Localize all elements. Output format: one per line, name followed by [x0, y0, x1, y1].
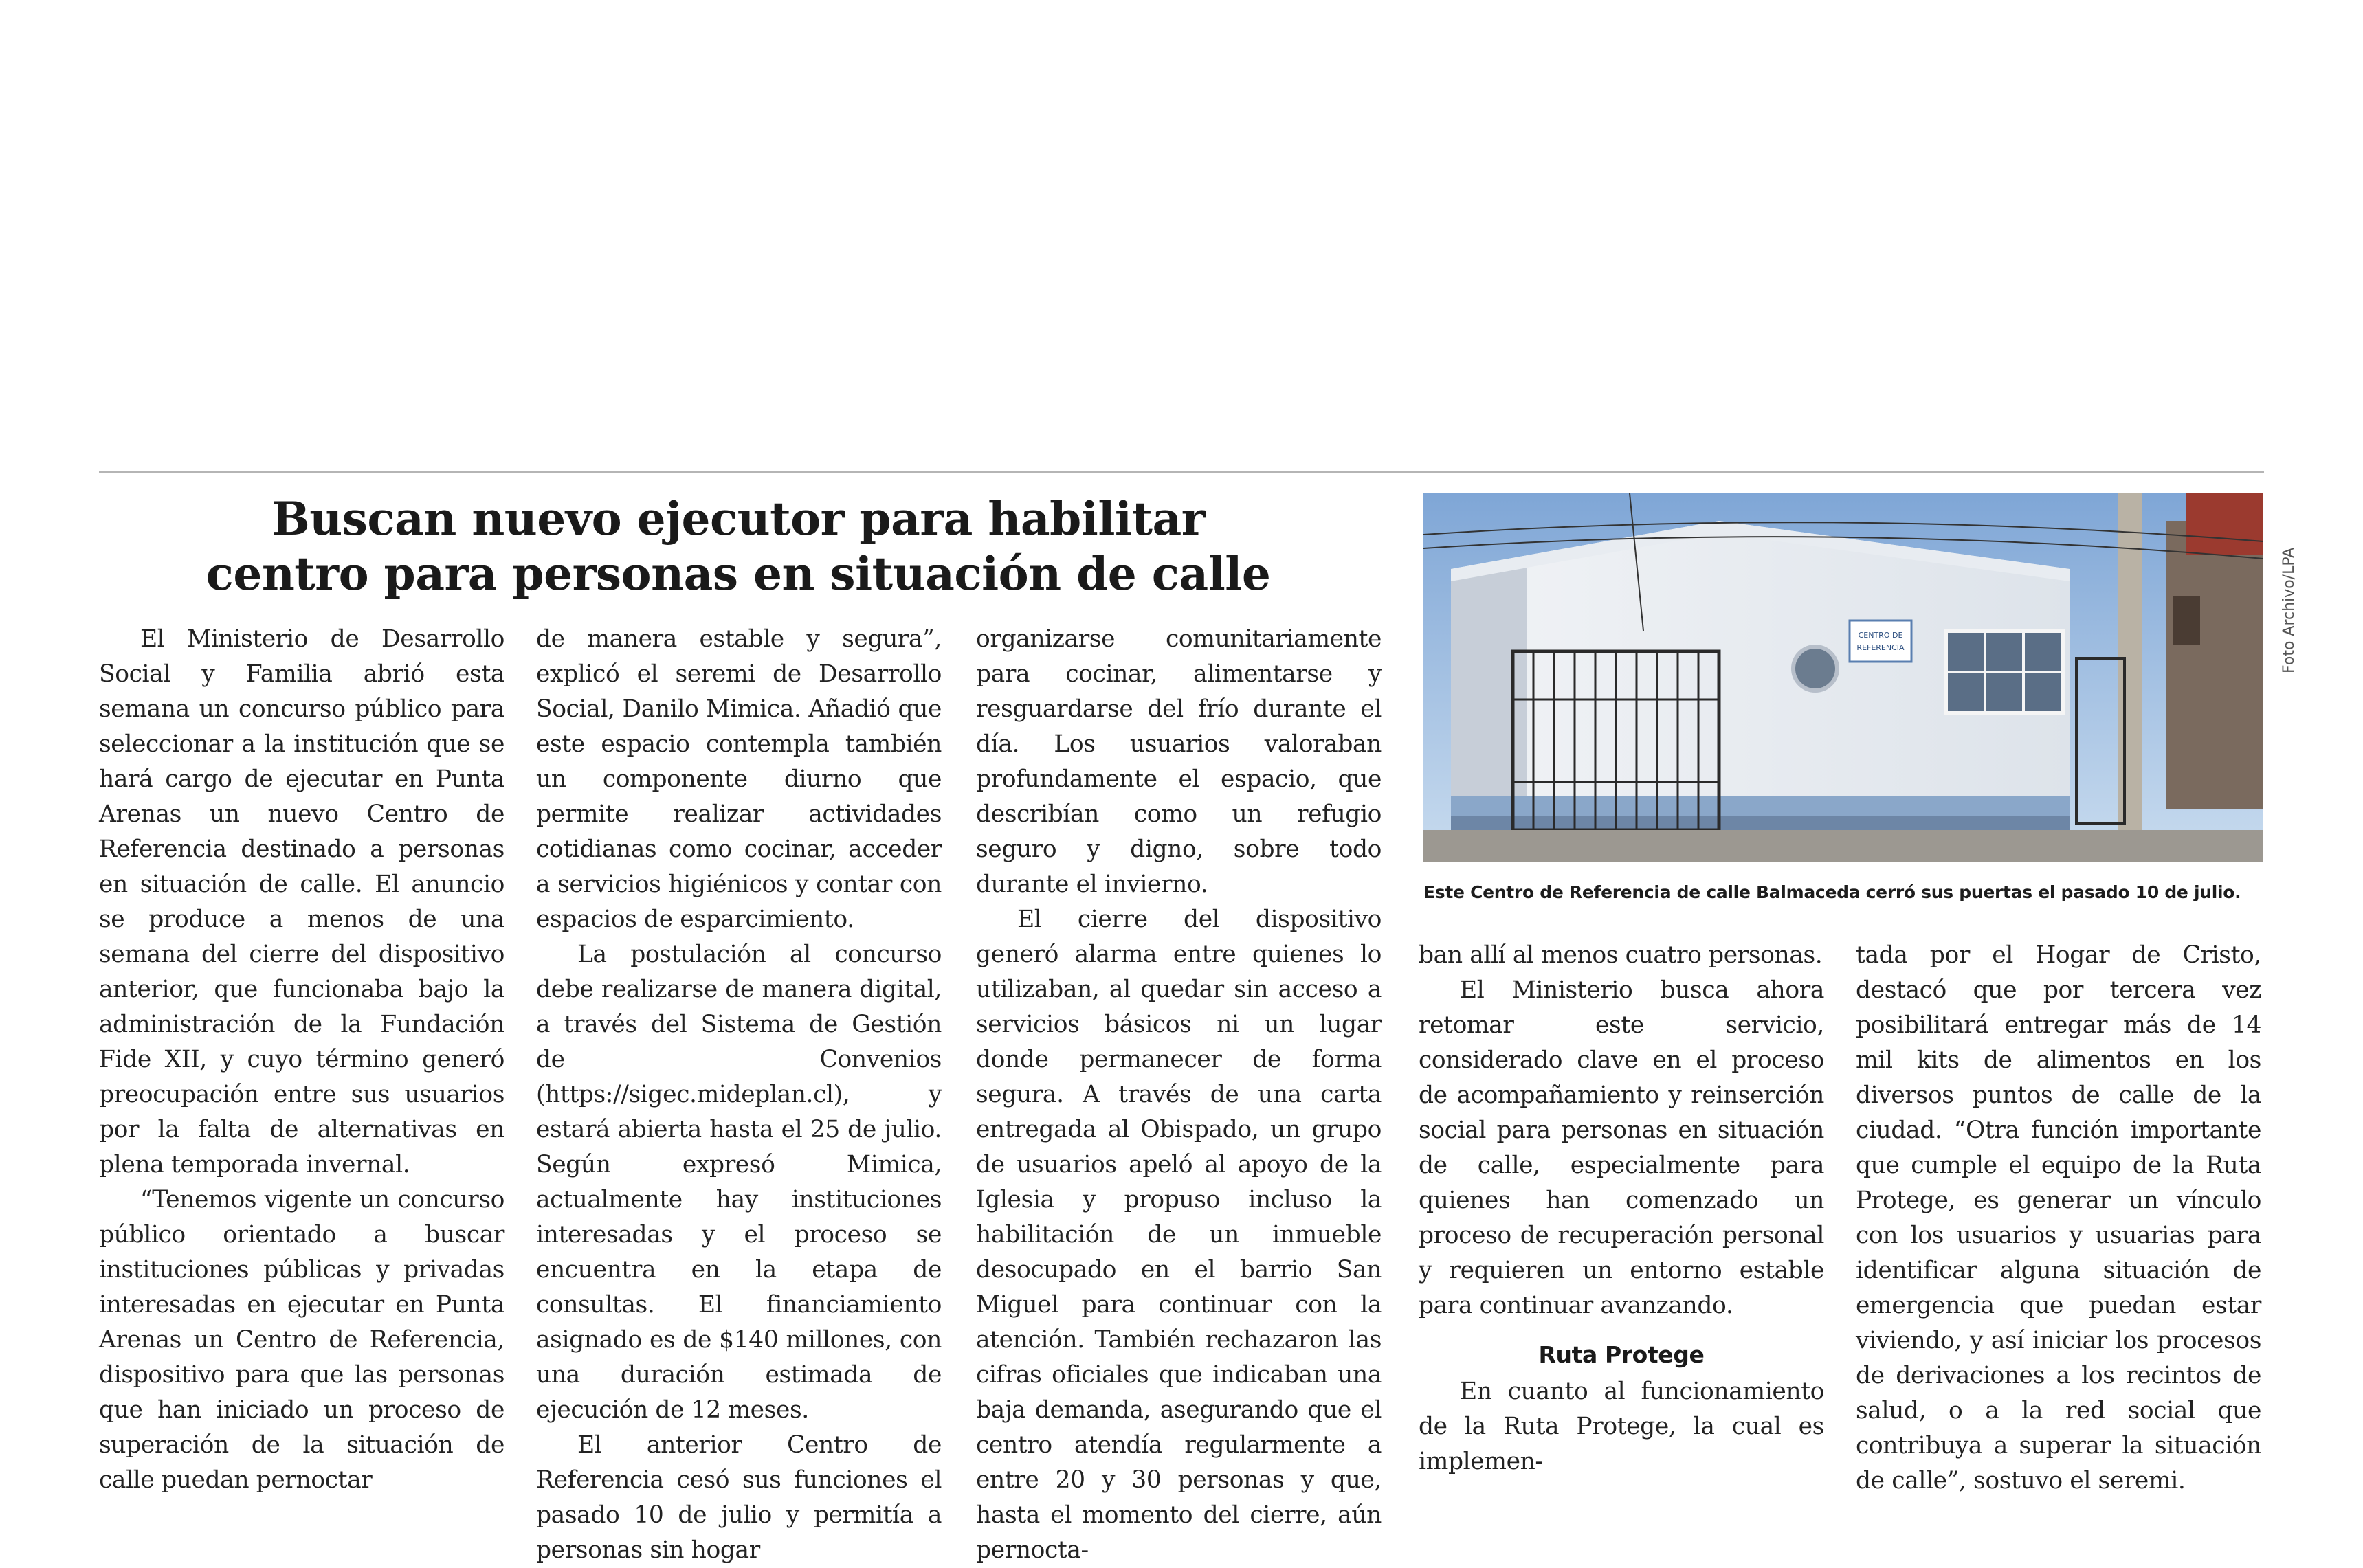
body-column-5	[1856, 938, 2261, 1499]
body-column-3	[976, 622, 1382, 1568]
headline-line-1: Buscan nuevo ejecutor para habilitar	[271, 492, 1205, 546]
article-photo	[1423, 493, 2263, 862]
paragraph: organizarse comunitariamente para cocinar, alimentarse y resguardarse del frío durante el día. Los usuarios valoraban profundamente el espacio, que describían como un refugio seguro y digno, sobre todo durante el invierno.	[976, 625, 1382, 898]
paragraph: La postulación al concurso debe realizarse de manera digital, a través del Sistema de Gestión de Convenios (https://sigec.mideplan.cl), y estará abierta hasta el 25 de julio. Según expresó Mimica, actualmente hay instituciones interesadas y el proceso se encuentra en la etapa de consultas. El financiamiento asignado es de $140 millones, con una duración estimada de ejecución de 12 meses.	[536, 941, 942, 1424]
body-column-4	[1419, 938, 1824, 1479]
paragraph: tada por el Hogar de Cristo, destacó que por tercera vez posibilitará entregar más de 14 mil kits de alimentos en los diversos puntos de calle de la ciudad. “Otra función importante que cumple el equipo de la Ruta Protege, es generar un vínculo con los usuarios y usuarias para identificar alguna situación de emergencia que puedan estar viviendo, y así iniciar los procesos de derivaciones a los recintos de salud, o a la red social que contribuya a superar la situación de calle”, sostuvo el seremi.	[1856, 941, 2261, 1494]
paragraph: “Tenemos vigente un concurso público orientado a buscar instituciones públicas y privadas interesadas en ejecutar en Punta Arenas un Centro de Referencia, dispositivo para que las personas que han iniciado un proceso de superación de la situación de calle puedan pernoctar	[99, 1186, 504, 1494]
paragraph: de manera estable y segura”, explicó el seremi de Desarrollo Social, Danilo Mimica. Añadió que este espacio contempla también un componente diurno que permite realizar actividades cotidianas como cocinar, acceder a servicios higiénicos y contar con espacios de esparcimiento.	[536, 625, 942, 933]
paragraph: El Ministerio de Desarrollo Social y Familia abrió esta semana un concurso público para seleccionar a la institución que se hará cargo de ejecutar en Punta Arenas un nuevo Centro de Referencia destinado a personas en situación de calle. El anuncio se produce a menos de una semana del cierre del dispositivo anterior, que funcionaba bajo la administración de la Fundación Fide XII, y cuyo término generó preocupación entre sus usuarios por la falta de alternativas en plena temporada invernal.	[99, 625, 504, 1178]
article-headline	[99, 491, 1377, 601]
paragraph: En cuanto al funcionamiento de la Ruta Protege, la cual es implemen-	[1419, 1378, 1824, 1475]
headline-line-2: centro para personas en situación de calle	[206, 547, 1271, 601]
photo-credit: Foto Archivo/LPA	[2281, 547, 2298, 673]
paragraph: ban allí al menos cuatro personas.	[1419, 941, 1823, 969]
photo-caption: Este Centro de Referencia de calle Balmaceda cerró sus puertas el pasado 10 de julio.	[1423, 882, 2241, 902]
building-sign-text: CENTRO DE	[1858, 631, 1903, 640]
paragraph: El anterior Centro de Referencia cesó sus funciones el pasado 10 de julio y permitía a personas sin hogar	[536, 1431, 942, 1564]
body-column-2	[536, 622, 942, 1568]
building-photo-illustration	[1423, 493, 2263, 862]
body-column-1	[99, 622, 504, 1498]
paragraph: El Ministerio busca ahora retomar este servicio, considerado clave en el proceso de acompañamiento y reinserción social para personas en situación de calle, especialmente para quienes han comenzado un proceso de recuperación personal y requieren un entorno estable para continuar avanzando.	[1419, 976, 1824, 1319]
paragraph: El cierre del dispositivo generó alarma entre quienes lo utilizaban, al quedar sin acceso a servicios básicos ni un lugar donde permanecer de forma segura. A través de una carta entregada al Obispado, un grupo de usuarios apeló al apoyo de la Iglesia y propuso incluso la habilitación de un inmueble desocupado en el barrio San Miguel para continuar con la atención. También rechazaron las cifras oficiales que indicaban una baja demanda, asegurando que el centro atendía regularmente a entre 20 y 30 personas y que, hasta el momento del cierre, aún pernocta-	[976, 906, 1382, 1564]
top-divider-rule	[99, 471, 2264, 473]
section-subhead: Ruta Protege	[1538, 1341, 1705, 1368]
svg-text:REFERENCIA: REFERENCIA	[1856, 643, 1905, 652]
